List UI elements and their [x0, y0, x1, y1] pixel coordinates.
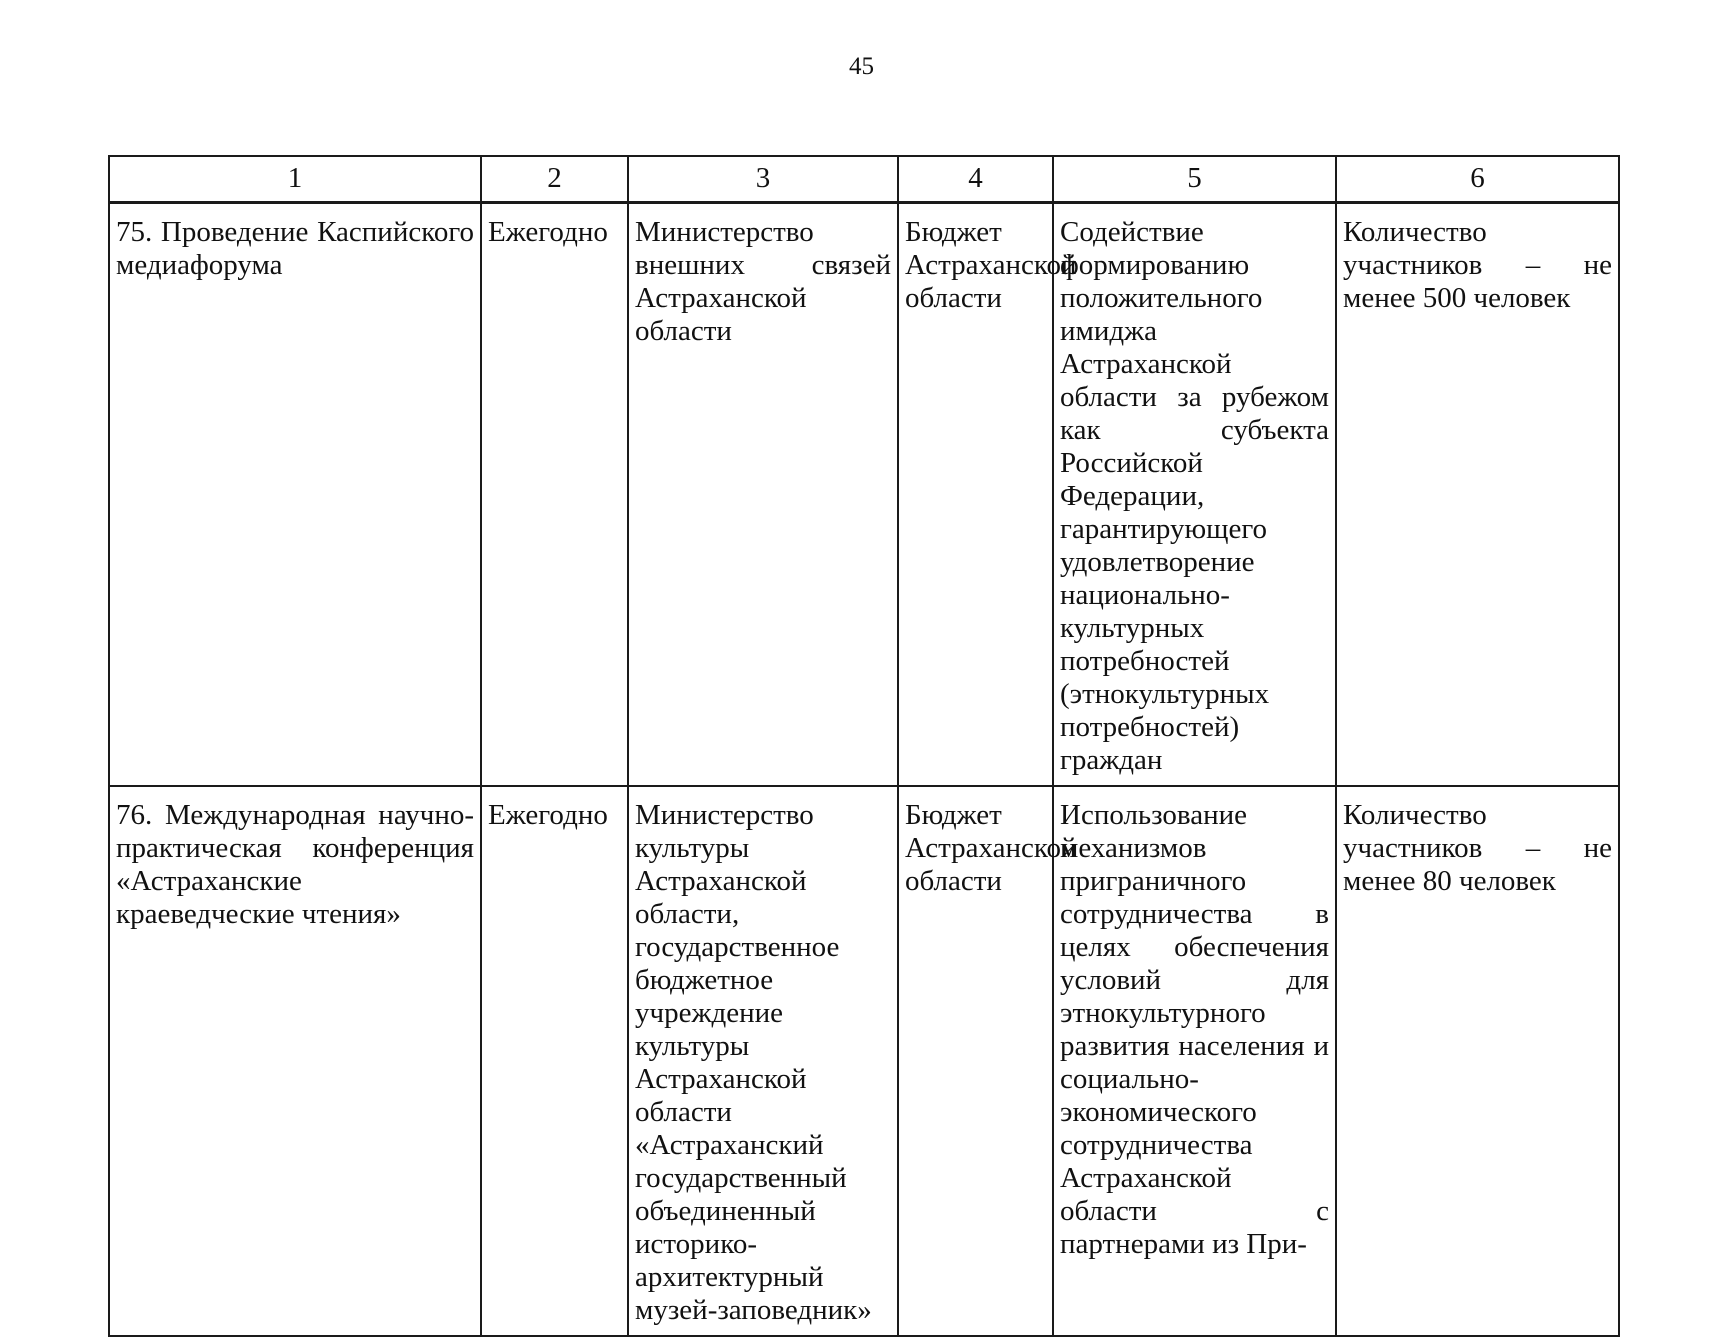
- indicator-cell: Количество участников – не менее 80 человек: [1336, 786, 1619, 1336]
- executor-cell: Министерство внешних связей Астраханской области: [628, 203, 898, 787]
- period-cell: Ежегодно: [481, 203, 628, 787]
- goal-cell: Использование механизмов приграничного сотрудничества в целях обеспечения условий для этнокультурного развития населения и социально-экономического сотрудничества Астраханской области с партнерами из При-: [1053, 786, 1336, 1336]
- indicator-cell: Количество участников – не менее 500 человек: [1336, 203, 1619, 787]
- events-table: [108, 155, 1620, 1337]
- event-cell: 75. Проведение Каспийского медиафорума: [109, 203, 481, 787]
- funding-cell: Бюджет Астраханской области: [898, 786, 1053, 1336]
- table-row: [109, 786, 1619, 1336]
- funding-cell: Бюджет Астраханской области: [898, 203, 1053, 787]
- executor-cell: Министерство культуры Астраханской области, государственное бюджетное учреждение культуры Астраханской области «Астраханский государственный объединенный историко-архитектурный музей-заповедник»: [628, 786, 898, 1336]
- column-header-1: 1: [109, 156, 481, 203]
- table-row: [109, 203, 1619, 787]
- table-header-row: [109, 156, 1619, 203]
- period-cell: Ежегодно: [481, 786, 628, 1336]
- column-header-3: 3: [628, 156, 898, 203]
- goal-cell: Содействие формированию положительного имиджа Астраханской области за рубежом как субъекта Российской Федерации, гарантирующего удовлетворение национально-культурных потребностей (этнокультурных потребностей) граждан: [1053, 203, 1336, 787]
- event-cell: 76. Международная научно-практическая конференция «Астраханские краеведческие чтения»: [109, 786, 481, 1336]
- column-header-5: 5: [1053, 156, 1336, 203]
- column-header-6: 6: [1336, 156, 1619, 203]
- page-number: 45: [849, 53, 874, 80]
- column-header-2: 2: [481, 156, 628, 203]
- column-header-4: 4: [898, 156, 1053, 203]
